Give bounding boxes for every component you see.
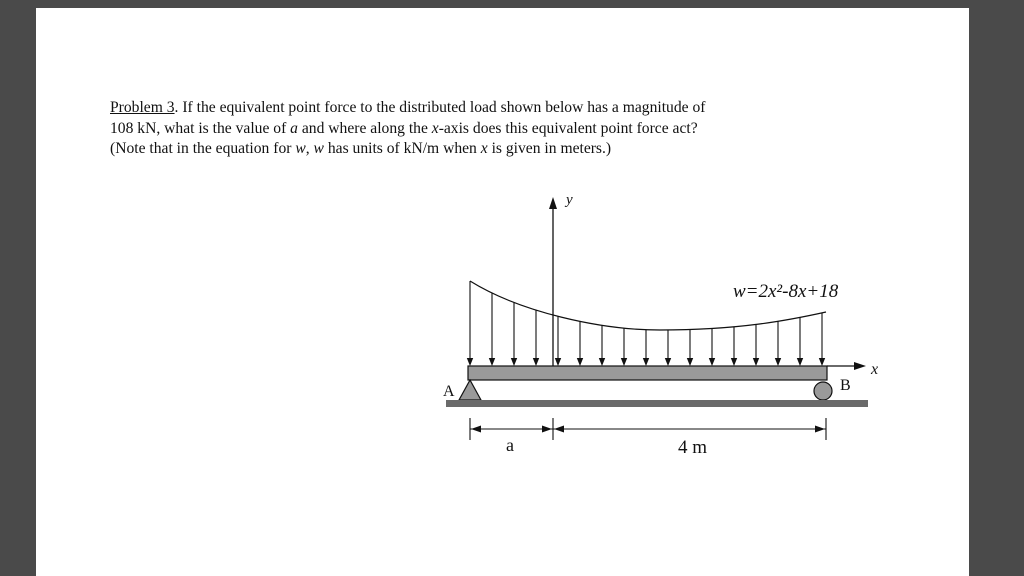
- x-axis-arrowhead: [854, 362, 866, 370]
- x-axis-label: x: [871, 361, 879, 378]
- load-arrowhead: [819, 358, 825, 366]
- ground: [446, 400, 868, 407]
- problem-text: -axis does this equivalent point force act?: [438, 119, 698, 137]
- problem-text: has units of kN/m when: [323, 140, 481, 157]
- load-arrowhead: [665, 358, 671, 366]
- load-arrowhead: [775, 358, 781, 366]
- dimension-4m-label: 4 m: [678, 437, 708, 458]
- problem-text: 108 kN, what is the value of: [110, 119, 291, 137]
- load-arrowhead: [731, 358, 737, 366]
- load-arrowhead: [489, 358, 495, 366]
- load-arrowhead: [555, 358, 561, 366]
- problem-text: . If the equivalent point force to the distributed load shown below has a magnitude of: [174, 99, 706, 116]
- y-axis-label: y: [566, 192, 573, 208]
- roller-support-b: [814, 382, 832, 400]
- load-arrowhead: [797, 358, 803, 366]
- load-equation: w=2x²-8x+18: [733, 281, 839, 302]
- load-arrowhead: [533, 358, 539, 366]
- variable-x: x: [431, 119, 439, 137]
- support-a-label: A: [443, 383, 455, 400]
- beam: [468, 366, 827, 380]
- problem-text: and where along the: [297, 119, 432, 137]
- load-arrowhead: [511, 358, 517, 366]
- variable-x: x: [480, 140, 488, 157]
- load-arrowhead: [621, 358, 627, 366]
- variable-w: w: [295, 140, 306, 157]
- load-arrowhead: [467, 358, 473, 366]
- support-b-label: B: [840, 377, 851, 394]
- problem-label: Problem 3: [110, 99, 175, 116]
- load-arrowhead: [687, 358, 693, 366]
- load-arrowhead: [643, 358, 649, 366]
- dimension-a-label: a: [506, 435, 514, 455]
- variable-a: a: [290, 119, 298, 137]
- load-arrowhead: [599, 358, 605, 366]
- pin-support-a: [459, 380, 481, 400]
- problem-text: is given in meters.): [487, 140, 612, 157]
- load-arrowhead: [753, 358, 759, 366]
- load-arrowhead: [577, 358, 583, 366]
- y-axis-arrowhead: [549, 197, 557, 209]
- variable-w: w: [313, 140, 324, 157]
- problem-text: (Note that in the equation for: [110, 140, 296, 157]
- problem-text: ,: [305, 140, 314, 157]
- dimension-lines: [470, 418, 826, 440]
- load-arrowhead: [709, 358, 715, 366]
